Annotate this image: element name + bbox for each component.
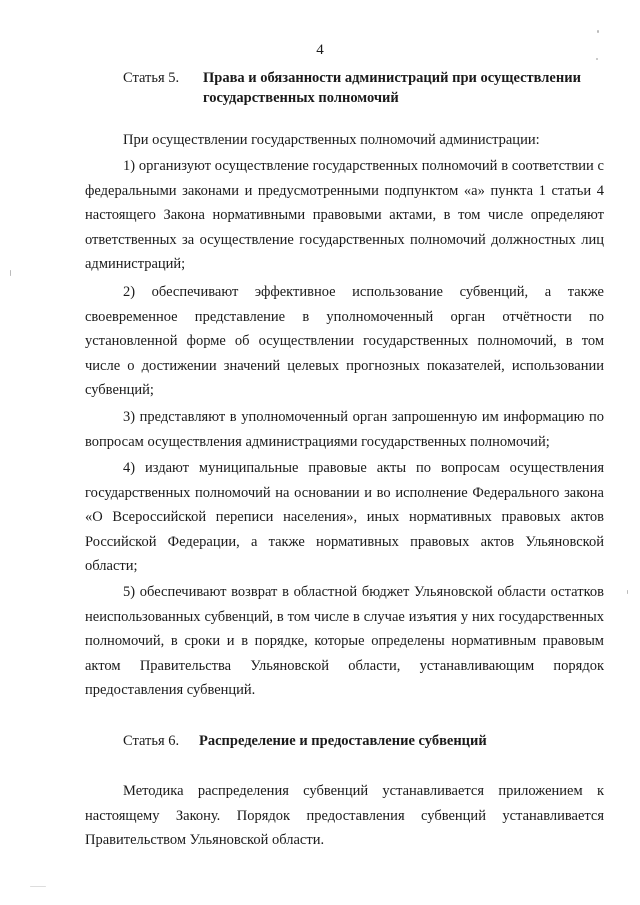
article-6-title: Распределение и предоставление субвенций: [199, 733, 487, 749]
article-5-item-2: 2) обеспечивают эффективное использование субвенций, а также своевременное представление в уполномоченный орган отчётности по установленной форме об осуществлении государственных полномочий, в том числе о достижении значений целевых прогнозных показателей, использовании субвенций;: [85, 284, 604, 398]
scan-speck: [10, 270, 11, 276]
scan-speck: [30, 886, 46, 887]
article-5-item-4: 4) издают муниципальные правовые акты по вопросам осуществления государственных полномочий на основании и во исполнение Федерального закона «О Всероссийской переписи населения», иных нормативных правовых актов Российской Федерации, а также нормативных правовых актов Ульяновской области;: [85, 460, 604, 574]
scan-speck: [597, 30, 599, 33]
article-5-intro: При осуществлении государственных полномочий администрации:: [123, 132, 540, 148]
article-5-item-5: 5) обеспечивают возврат в областной бюджет Ульяновской области остатков неиспользованных субвенций, в том числе в случае изъятия у них государственных полномочий, в сроки и в порядке, которые определены нормативным правовым актом Правительства Ульяновской области, устанавливающим порядок предоставления субвенций.: [85, 584, 604, 698]
scan-speck: [627, 590, 628, 594]
scan-speck: [596, 58, 598, 60]
article-5-heading: [123, 68, 613, 108]
article-5-label: Статья 5.: [123, 70, 180, 86]
article-6-heading: [123, 731, 613, 751]
page-number: 4: [316, 42, 324, 58]
article-5-item-3: 3) представляют в уполномоченный орган запрошенную им информацию по вопросам осуществления администрациями государственных полномочий;: [85, 409, 604, 450]
article-5-title: Права и обязанности администраций при осуществлении государственных полномочий: [203, 70, 581, 106]
article-6-text: Методика распределения субвенций устанавливается приложением к настоящему Закону. Порядок предоставления субвенций устанавливается Правительством Ульяновской области.: [85, 783, 604, 848]
article-5-item-1: 1) организуют осуществление государственных полномочий в соответствии с федеральными законами и предусмотренными подпунктом «а» пункта 1 статьи 4 настоящего Закона нормативными правовыми актами, в том числе определяют ответственных за осуществление государственных полномочий должностных лиц администраций;: [85, 158, 604, 272]
article-6-label: Статья 6.: [123, 733, 180, 749]
